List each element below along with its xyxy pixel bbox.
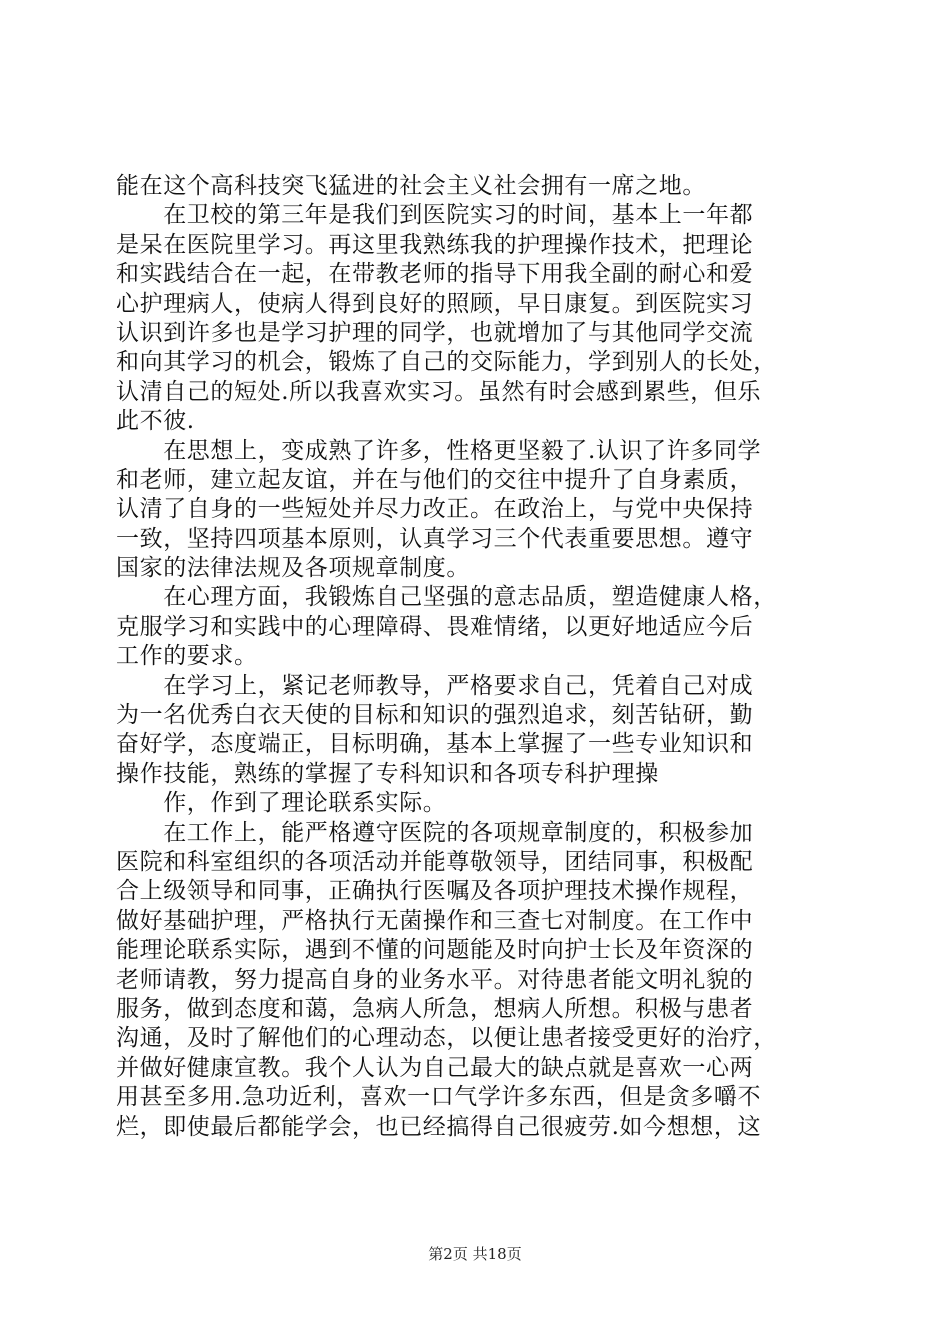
body-text-line: 此不彼. — [116, 408, 195, 435]
body-text-line: 老师请教，努力提高自身的业务水平。对待患者能文明礼貌的 — [116, 966, 754, 993]
body-text-line: 合上级领导和同事，正确执行医嘱及各项护理技术操作规程， — [116, 878, 754, 905]
body-text-line: 做好基础护理，严格执行无菌操作和三查七对制度。在工作中 — [116, 907, 754, 934]
body-text-line: 烂，即使最后都能学会，也已经搞得自己很疲劳.如今想想，这 — [116, 1113, 762, 1140]
page-number-footer: 第2页 共18页 — [428, 1245, 522, 1263]
body-text-line: 在卫校的第三年是我们到医院实习的时间，基本上一年都 — [116, 202, 754, 229]
body-text-line: 认清了自身的一些短处并尽力改正。在政治上，与党中央保持 — [116, 496, 754, 523]
body-text-line: 用甚至多用.急功近利，喜欢一口气学许多东西，但是贪多嚼不 — [116, 1084, 762, 1111]
body-text-line: 认清自己的短处.所以我喜欢实习。虽然有时会感到累些，但乐 — [116, 378, 762, 405]
body-text-line: 工作的要求。 — [116, 643, 258, 670]
body-text-line: 在工作上，能严格遵守医院的各项规章制度的，积极参加 — [116, 819, 754, 846]
body-text-line: 作，作到了理论联系实际。 — [116, 790, 447, 817]
body-text-line: 是呆在医院里学习。再这里我熟练我的护理操作技术，把理论 — [116, 231, 754, 258]
body-text-line: 能在这个高科技突飞猛进的社会主义社会拥有一席之地。 — [116, 173, 706, 199]
body-text-line: 和向其学习的机会，锻炼了自己的交际能力，学到别人的长处， — [116, 349, 777, 376]
body-text-line: 在思想上，变成熟了许多，性格更坚毅了.认识了许多同学 — [116, 437, 762, 464]
body-text-line: 一致，坚持四项基本原则，认真学习三个代表重要思想。遵守 — [116, 525, 754, 552]
body-text-line: 心护理病人，使病人得到良好的照顾，早日康复。到医院实习 — [116, 290, 754, 317]
body-text-line: 国家的法律法规及各项规章制度。 — [116, 555, 470, 582]
body-text-line: 能理论联系实际，遇到不懂的问题能及时向护士长及年资深的 — [116, 937, 754, 964]
body-text-line: 为一名优秀白衣天使的目标和知识的强烈追求，刻苦钻研，勤 — [116, 702, 754, 729]
body-text-line: 和老师，建立起友谊，并在与他们的交往中提升了自身素质， — [116, 466, 754, 493]
body-text-line: 服务，做到态度和蔼，急病人所急，想病人所想。积极与患者 — [116, 995, 754, 1022]
body-text-line: 认识到许多也是学习护理的同学，也就增加了与其他同学交流 — [116, 319, 754, 346]
body-text-line: 奋好学，态度端正，目标明确，基本上掌握了一些专业知识和 — [116, 731, 754, 758]
document-body — [116, 172, 836, 1142]
body-text-line: 在学习上，紧记老师教导，严格要求自己，凭着自己对成 — [116, 672, 754, 699]
body-text-line: 在心理方面，我锻炼自己坚强的意志品质，塑造健康人格， — [116, 584, 777, 611]
body-text-line: 克服学习和实践中的心理障碍、畏难情绪，以更好地适应今后 — [116, 613, 754, 640]
body-text-line: 和实践结合在一起，在带教老师的指导下用我全副的耐心和爱 — [116, 261, 754, 288]
body-text-line: 医院和科室组织的各项活动并能尊敬领导，团结同事，积极配 — [116, 848, 754, 875]
body-text-line: 操作技能，熟练的掌握了专科知识和各项专科护理操 — [116, 760, 659, 787]
body-text-line: 沟通，及时了解他们的心理动态，以便让患者接受更好的治疗， — [116, 1025, 777, 1052]
body-text-line: 并做好健康宣教。我个人认为自己最大的缺点就是喜欢一心两 — [116, 1054, 754, 1081]
